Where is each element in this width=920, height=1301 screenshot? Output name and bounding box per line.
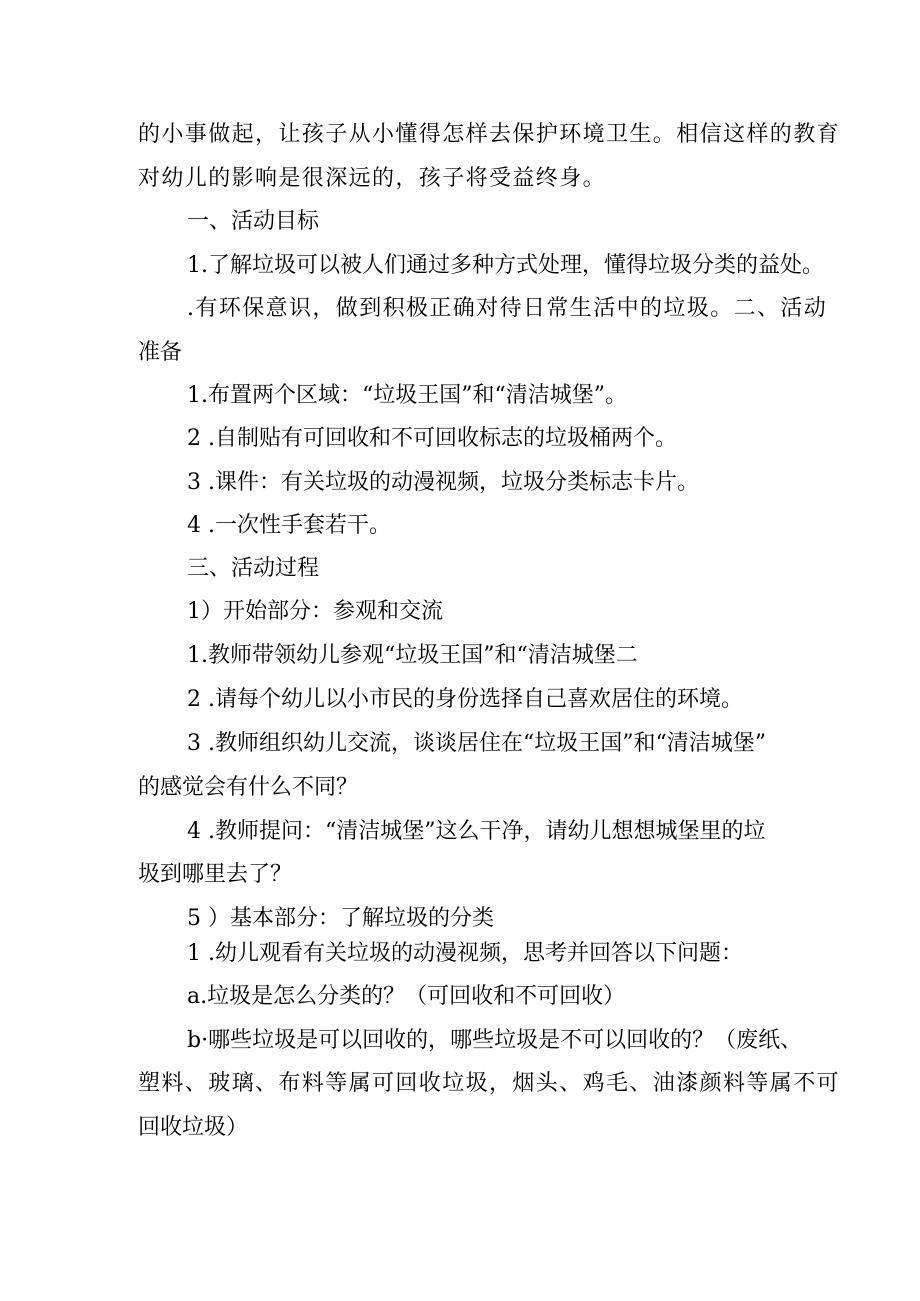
list-item: .有环保意识，做到积极正确对待日常生活中的垃圾。二、活动	[187, 296, 828, 321]
subsection-heading: 1）开始部分：参观和交流	[187, 599, 443, 624]
list-item: 4 .教师提问：“清洁城堡”这么干净，请幼儿想想城堡里的垃	[187, 819, 766, 844]
paragraph-line: 对幼儿的影响是很深远的，孩子将受益终身。	[138, 166, 607, 191]
paragraph-line: 准备	[138, 340, 183, 365]
list-item: 1 .幼儿观看有关垃圾的动漫视频，思考并回答以下问题：	[187, 941, 743, 966]
paragraph-line: 圾到哪里去了？	[138, 862, 293, 887]
list-item: 4 .一次性手套若干。	[187, 513, 391, 538]
list-item: 1.布置两个区域：“垃圾王国”和“清洁城堡”。	[187, 383, 627, 408]
list-item: 1.了解垃圾可以被人们通过多种方式处理，懂得垃圾分类的益处。	[187, 253, 824, 278]
list-item: 2 .请每个幼儿以小市民的身份选择自己喜欢居住的环境。	[187, 687, 743, 712]
list-item: b·哪些垃圾是可以回收的，哪些垃圾是不可以回收的？（废纸、	[187, 1028, 803, 1053]
list-item: 2 .自制贴有可回收和不可回收标志的垃圾桶两个。	[187, 426, 677, 451]
paragraph-line: 的小事做起，让孩子从小懂得怎样去保护环境卫生。相信这样的教育	[138, 122, 841, 147]
section-heading: 一、活动目标	[187, 209, 320, 234]
section-heading: 三、活动过程	[187, 556, 320, 581]
list-item: 3 .教师组织幼儿交流，谈谈居住在“垃圾王国”和“清洁城堡”	[187, 731, 766, 756]
paragraph-line: 的感觉会有什么不同？	[138, 775, 359, 800]
paragraph-line: 回收垃圾）	[138, 1115, 249, 1140]
list-item: 1.教师带领幼儿参观“垃圾王国”和“清洁城堡二	[187, 643, 638, 668]
list-item: a.垃圾是怎么分类的？（可回收和不可回收）	[187, 984, 626, 1009]
subsection-heading: 5 ）基本部分：了解垃圾的分类	[187, 906, 494, 931]
list-item: 3 .课件：有关垃圾的动漫视频，垃圾分类标志卡片。	[187, 470, 699, 495]
paragraph-line: 塑料、玻璃、布料等属可回收垃圾，烟头、鸡毛、油漆颜料等属不可	[138, 1071, 841, 1096]
